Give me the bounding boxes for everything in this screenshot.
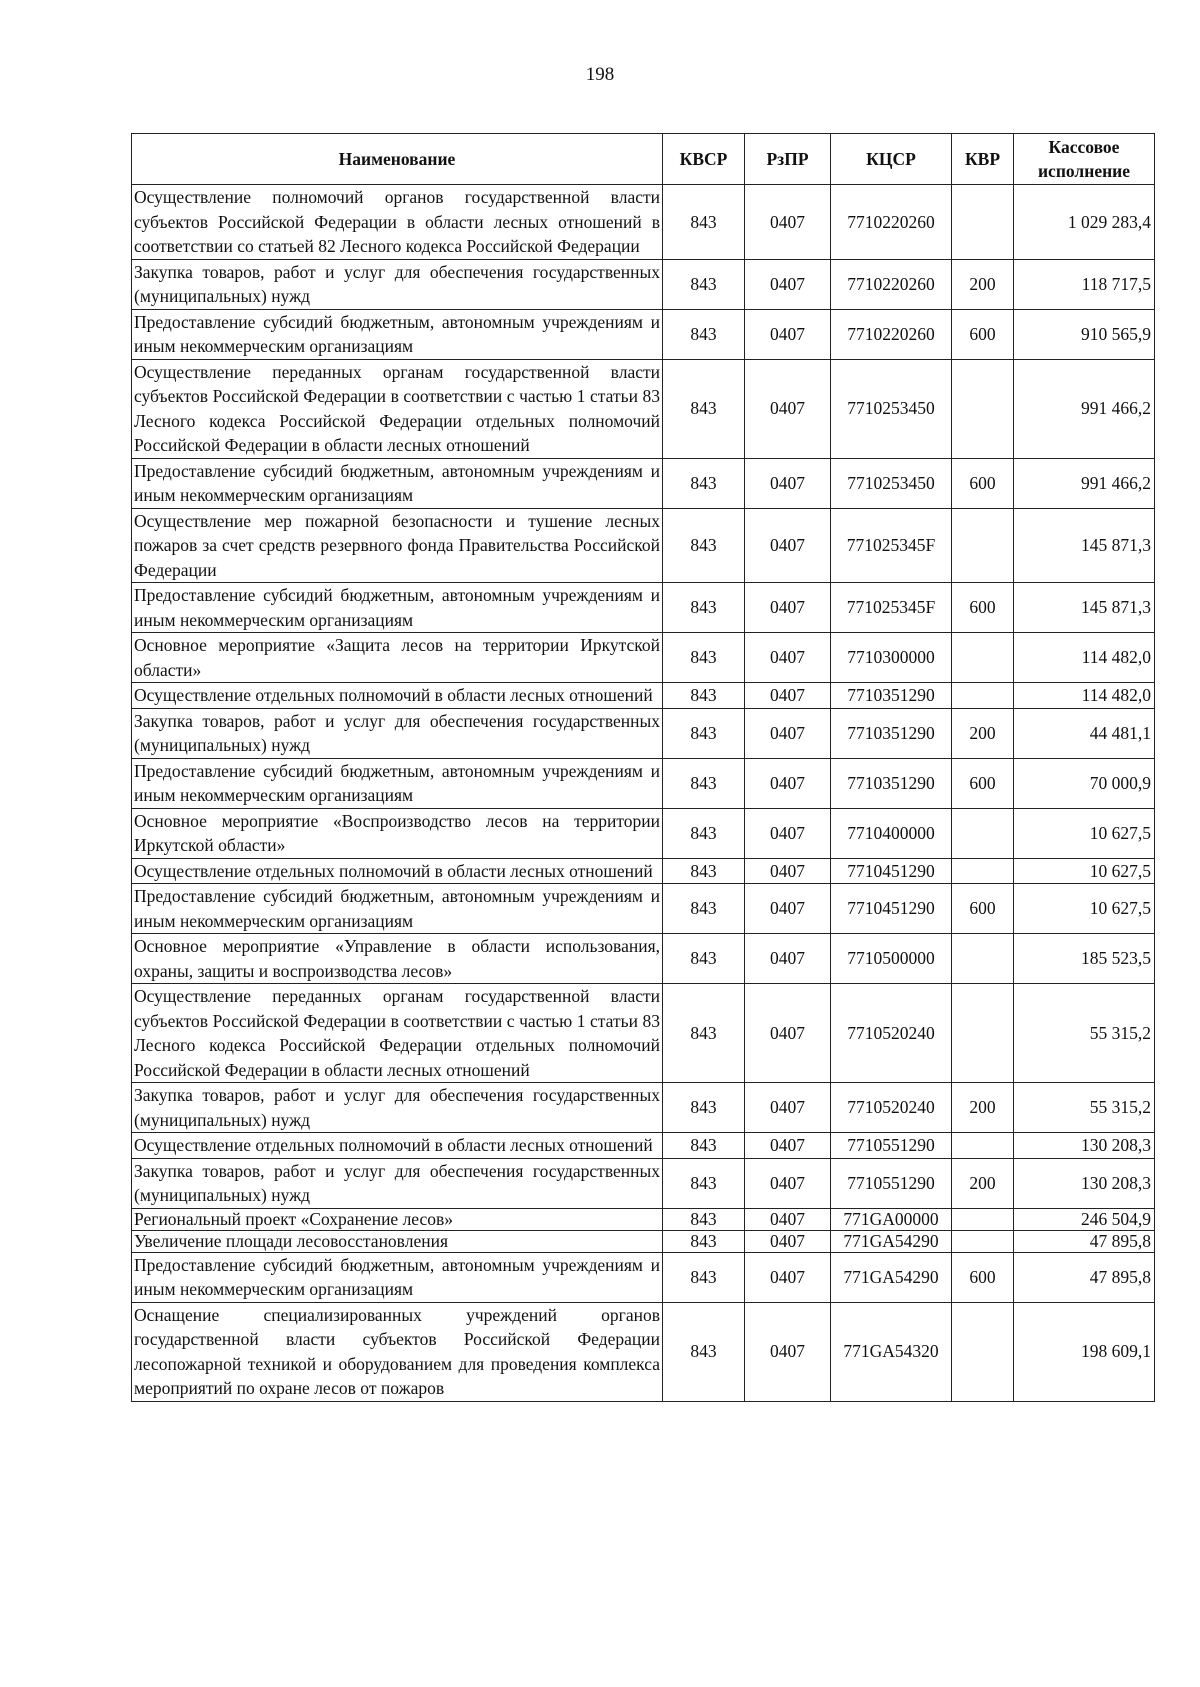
- cell-kvr: [952, 1208, 1014, 1230]
- cell-name: Увеличение площади лесовосстановления: [132, 1230, 663, 1252]
- table-row: [132, 1230, 1155, 1252]
- cell-kvr: [952, 185, 1014, 260]
- cell-kvr: 600: [952, 309, 1014, 359]
- cell-kvr: [952, 508, 1014, 583]
- cell-kvsr: 843: [663, 1133, 745, 1159]
- cell-amount: 55 315,2: [1014, 984, 1155, 1083]
- column-header-name: Наименование: [132, 134, 663, 185]
- cell-rzpr: 0407: [745, 708, 831, 758]
- cell-kcsr: 7710451290: [831, 858, 952, 884]
- cell-kvr: 200: [952, 259, 1014, 309]
- cell-amount: 1 029 283,4: [1014, 185, 1155, 260]
- table-row: [132, 583, 1155, 633]
- cell-amount: 145 871,3: [1014, 583, 1155, 633]
- cell-rzpr: 0407: [745, 1208, 831, 1230]
- cell-kvsr: 843: [663, 1230, 745, 1252]
- cell-kvsr: 843: [663, 708, 745, 758]
- cell-rzpr: 0407: [745, 984, 831, 1083]
- cell-rzpr: 0407: [745, 309, 831, 359]
- table-row: [132, 1133, 1155, 1159]
- cell-rzpr: 0407: [745, 1083, 831, 1133]
- cell-amount: 130 208,3: [1014, 1133, 1155, 1159]
- cell-kcsr: 771GA00000: [831, 1208, 952, 1230]
- cell-rzpr: 0407: [745, 185, 831, 260]
- cell-kvr: [952, 984, 1014, 1083]
- cell-kvsr: 843: [663, 934, 745, 984]
- cell-amount: 70 000,9: [1014, 758, 1155, 808]
- cell-kvr: [952, 808, 1014, 858]
- cell-kvsr: 843: [663, 984, 745, 1083]
- cell-name: Предоставление субсидий бюджетным, автономным учреждениям и иным некоммерческим организациям: [132, 309, 663, 359]
- cell-kcsr: 7710500000: [831, 934, 952, 984]
- table-row: [132, 708, 1155, 758]
- cell-name: Основное мероприятие «Защита лесов на территории Иркутской области»: [132, 633, 663, 683]
- cell-kvr: [952, 858, 1014, 884]
- cell-kcsr: 771GA54290: [831, 1230, 952, 1252]
- cell-kvsr: 843: [663, 359, 745, 458]
- cell-kvr: 600: [952, 1252, 1014, 1302]
- cell-kcsr: 7710300000: [831, 633, 952, 683]
- cell-kvsr: 843: [663, 583, 745, 633]
- cell-name: Закупка товаров, работ и услуг для обеспечения государственных (муниципальных) нужд: [132, 708, 663, 758]
- table-header-row: [132, 134, 1155, 185]
- cell-amount: 198 609,1: [1014, 1302, 1155, 1401]
- cell-rzpr: 0407: [745, 1302, 831, 1401]
- table-row: [132, 984, 1155, 1083]
- cell-kvsr: 843: [663, 185, 745, 260]
- table-row: [132, 1158, 1155, 1208]
- cell-amount: 47 895,8: [1014, 1252, 1155, 1302]
- cell-name: Предоставление субсидий бюджетным, автономным учреждениям и иным некоммерческим организациям: [132, 1252, 663, 1302]
- cell-kcsr: 7710551290: [831, 1158, 952, 1208]
- cell-kvr: [952, 683, 1014, 709]
- cell-kcsr: 7710351290: [831, 708, 952, 758]
- cell-kvsr: 843: [663, 683, 745, 709]
- cell-kcsr: 7710253450: [831, 458, 952, 508]
- cell-rzpr: 0407: [745, 884, 831, 934]
- table-row: [132, 1083, 1155, 1133]
- page-number: 198: [585, 64, 615, 85]
- cell-rzpr: 0407: [745, 934, 831, 984]
- cell-kcsr: 7710351290: [831, 758, 952, 808]
- table-row: [132, 259, 1155, 309]
- table-row: [132, 858, 1155, 884]
- cell-rzpr: 0407: [745, 583, 831, 633]
- column-header-kvr: КВР: [952, 134, 1014, 185]
- cell-kcsr: 7710253450: [831, 359, 952, 458]
- cell-name: Осуществление отдельных полномочий в области лесных отношений: [132, 683, 663, 709]
- cell-rzpr: 0407: [745, 1252, 831, 1302]
- cell-kcsr: 7710351290: [831, 683, 952, 709]
- cell-kvr: 600: [952, 458, 1014, 508]
- cell-amount: 991 466,2: [1014, 359, 1155, 458]
- cell-rzpr: 0407: [745, 458, 831, 508]
- cell-name: Осуществление отдельных полномочий в области лесных отношений: [132, 1133, 663, 1159]
- cell-name: Закупка товаров, работ и услуг для обеспечения государственных (муниципальных) нужд: [132, 259, 663, 309]
- cell-kvr: [952, 359, 1014, 458]
- cell-name: Основное мероприятие «Воспроизводство лесов на территории Иркутской области»: [132, 808, 663, 858]
- table-row: [132, 1208, 1155, 1230]
- cell-kvsr: 843: [663, 633, 745, 683]
- cell-kvr: 200: [952, 708, 1014, 758]
- cell-kvr: [952, 1302, 1014, 1401]
- cell-amount: 114 482,0: [1014, 683, 1155, 709]
- cell-name: Предоставление субсидий бюджетным, автономным учреждениям и иным некоммерческим организациям: [132, 884, 663, 934]
- cell-kcsr: 7710520240: [831, 984, 952, 1083]
- cell-kcsr: 771025345F: [831, 508, 952, 583]
- cell-kcsr: 7710220260: [831, 185, 952, 260]
- column-header-rzpr: РзПР: [745, 134, 831, 185]
- cell-name: Осуществление отдельных полномочий в области лесных отношений: [132, 858, 663, 884]
- cell-kvr: 600: [952, 583, 1014, 633]
- cell-name: Закупка товаров, работ и услуг для обеспечения государственных (муниципальных) нужд: [132, 1158, 663, 1208]
- table-row: [132, 458, 1155, 508]
- cell-name: Региональный проект «Сохранение лесов»: [132, 1208, 663, 1230]
- cell-rzpr: 0407: [745, 508, 831, 583]
- cell-name: Основное мероприятие «Управление в области использования, охраны, защиты и воспроизводства лесов»: [132, 934, 663, 984]
- cell-kvsr: 843: [663, 858, 745, 884]
- cell-amount: 47 895,8: [1014, 1230, 1155, 1252]
- cell-kvsr: 843: [663, 508, 745, 583]
- cell-name: Оснащение специализированных учреждений органов государственной власти субъектов Российской Федерации лесопожарной техникой и оборудованием для проведения комплекса мероприятий по охране лесов от пожаров: [132, 1302, 663, 1401]
- cell-name: Закупка товаров, работ и услуг для обеспечения государственных (муниципальных) нужд: [132, 1083, 663, 1133]
- cell-kvsr: 843: [663, 1252, 745, 1302]
- cell-name: Предоставление субсидий бюджетным, автономным учреждениям и иным некоммерческим организациям: [132, 458, 663, 508]
- cell-rzpr: 0407: [745, 683, 831, 709]
- table-row: [132, 359, 1155, 458]
- cell-rzpr: 0407: [745, 808, 831, 858]
- cell-rzpr: 0407: [745, 259, 831, 309]
- cell-name: Осуществление полномочий органов государственной власти субъектов Российской Федерации в области лесных отношений в соответствии со статьей 82 Лесного кодекса Российской Федерации: [132, 185, 663, 260]
- cell-name: Осуществление переданных органам государственной власти субъектов Российской Федерации в соответствии с частью 1 статьи 83 Лесного кодекса Российской Федерации отдельных полномочий Российской Федерации в области лесных отношений: [132, 359, 663, 458]
- table-row: [132, 1252, 1155, 1302]
- cell-rzpr: 0407: [745, 1133, 831, 1159]
- cell-rzpr: 0407: [745, 858, 831, 884]
- cell-amount: 10 627,5: [1014, 858, 1155, 884]
- cell-amount: 246 504,9: [1014, 1208, 1155, 1230]
- cell-kvr: [952, 934, 1014, 984]
- table-row: [132, 1302, 1155, 1401]
- cell-amount: 114 482,0: [1014, 633, 1155, 683]
- cell-kvsr: 843: [663, 758, 745, 808]
- cell-kvr: 600: [952, 758, 1014, 808]
- table-row: [132, 808, 1155, 858]
- table-row: [132, 683, 1155, 709]
- cell-kvr: 600: [952, 884, 1014, 934]
- budget-execution-table: [131, 133, 1155, 1402]
- cell-rzpr: 0407: [745, 633, 831, 683]
- table-row: [132, 309, 1155, 359]
- cell-kvsr: 843: [663, 1158, 745, 1208]
- cell-kvsr: 843: [663, 1302, 745, 1401]
- cell-kvr: [952, 1133, 1014, 1159]
- table-row: [132, 934, 1155, 984]
- cell-rzpr: 0407: [745, 359, 831, 458]
- cell-amount: 118 717,5: [1014, 259, 1155, 309]
- cell-rzpr: 0407: [745, 1230, 831, 1252]
- cell-kcsr: 7710451290: [831, 884, 952, 934]
- cell-amount: 44 481,1: [1014, 708, 1155, 758]
- cell-kcsr: 7710400000: [831, 808, 952, 858]
- cell-kvr: [952, 1230, 1014, 1252]
- table-row: [132, 884, 1155, 934]
- cell-kvsr: 843: [663, 1208, 745, 1230]
- cell-amount: 55 315,2: [1014, 1083, 1155, 1133]
- cell-rzpr: 0407: [745, 1158, 831, 1208]
- cell-amount: 910 565,9: [1014, 309, 1155, 359]
- cell-kvr: 200: [952, 1158, 1014, 1208]
- cell-kcsr: 7710520240: [831, 1083, 952, 1133]
- cell-name: Осуществление мер пожарной безопасности и тушение лесных пожаров за счет средств резервного фонда Правительства Российской Федерации: [132, 508, 663, 583]
- cell-amount: 10 627,5: [1014, 884, 1155, 934]
- table-row: [132, 758, 1155, 808]
- cell-kcsr: 771GA54320: [831, 1302, 952, 1401]
- cell-amount: 130 208,3: [1014, 1158, 1155, 1208]
- cell-rzpr: 0407: [745, 758, 831, 808]
- cell-amount: 145 871,3: [1014, 508, 1155, 583]
- cell-amount: 10 627,5: [1014, 808, 1155, 858]
- cell-amount: 185 523,5: [1014, 934, 1155, 984]
- column-header-kvsr: КВСР: [663, 134, 745, 185]
- cell-kcsr: 7710551290: [831, 1133, 952, 1159]
- table-row: [132, 633, 1155, 683]
- table-row: [132, 185, 1155, 260]
- cell-kvsr: 843: [663, 808, 745, 858]
- cell-kcsr: 7710220260: [831, 309, 952, 359]
- cell-amount: 991 466,2: [1014, 458, 1155, 508]
- column-header-kcsr: КЦСР: [831, 134, 952, 185]
- table-row: [132, 508, 1155, 583]
- cell-kvsr: 843: [663, 458, 745, 508]
- cell-kcsr: 771GA54290: [831, 1252, 952, 1302]
- cell-kvsr: 843: [663, 259, 745, 309]
- column-header-amount: Кассовое исполнение: [1014, 134, 1155, 185]
- cell-kcsr: 7710220260: [831, 259, 952, 309]
- cell-name: Осуществление переданных органам государственной власти субъектов Российской Федерации в соответствии с частью 1 статьи 83 Лесного кодекса Российской Федерации отдельных полномочий Российской Федерации в области лесных отношений: [132, 984, 663, 1083]
- cell-kvr: [952, 633, 1014, 683]
- cell-kvr: 200: [952, 1083, 1014, 1133]
- cell-kcsr: 771025345F: [831, 583, 952, 633]
- table-body: [132, 185, 1155, 1402]
- cell-kvsr: 843: [663, 309, 745, 359]
- cell-kvsr: 843: [663, 1083, 745, 1133]
- cell-name: Предоставление субсидий бюджетным, автономным учреждениям и иным некоммерческим организациям: [132, 758, 663, 808]
- cell-kvsr: 843: [663, 884, 745, 934]
- cell-name: Предоставление субсидий бюджетным, автономным учреждениям и иным некоммерческим организациям: [132, 583, 663, 633]
